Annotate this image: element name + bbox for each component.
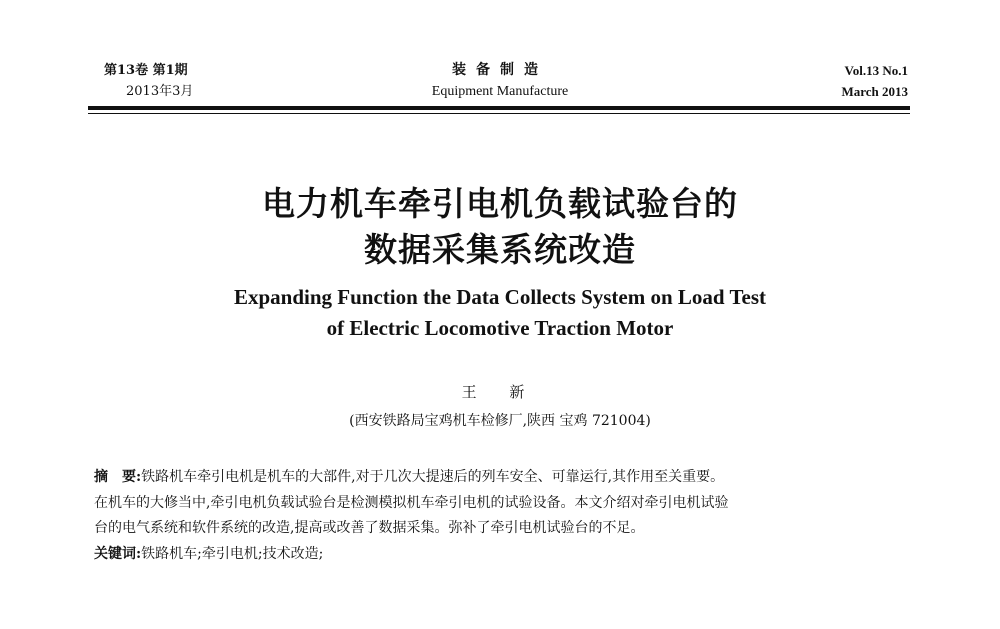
- abstract-line-3: 台的电气系统和软件系统的改造,提高或改善了数据采集。弥补了牵引电机试验台的不足。: [94, 520, 645, 536]
- title-en-line-1: Expanding Function the Data Collects System on Load Test: [233, 285, 767, 309]
- abstract-section: [94, 465, 906, 567]
- paper-title-en: [0, 282, 1000, 344]
- author-affiliation: (西安铁路局宝鸡机车检修厂,陕西 宝鸡 721004): [349, 413, 651, 429]
- journal-vol-en-block: [841, 60, 908, 102]
- keywords-label: 关键词:: [94, 545, 142, 562]
- title-en-line-2: of Electric Locomotive Traction Motor: [326, 316, 674, 340]
- paper-title-cn: [0, 181, 1000, 273]
- abstract-label: 摘 要:: [94, 469, 142, 485]
- issue-date-en: March 2013: [841, 84, 908, 99]
- issue-date-cn: 2013年3月: [126, 84, 194, 99]
- journal-name-cn: 装备制造: [452, 62, 548, 78]
- author-name: 王 新: [461, 383, 539, 401]
- volume-issue-en: Vol.13 No.1: [844, 63, 908, 78]
- abstract-line-1: [94, 465, 906, 491]
- header-rule-thin: [88, 113, 910, 114]
- abstract-text-1: 铁路机车牵引电机是机车的大部件,对于几次大提速后的列车安全、可靠运行,其作用至关重要。: [141, 469, 725, 485]
- header-rule-thick: [88, 106, 910, 110]
- title-cn-line-2: 数据采集系统改造: [364, 230, 636, 269]
- journal-name-en: Equipment Manufacture: [431, 84, 569, 99]
- volume-issue: 第13卷 第1期: [104, 63, 188, 78]
- title-cn-line-1: 电力机车牵引电机负载试验台的: [262, 184, 738, 223]
- keywords-text: 铁路机车;牵引电机;技术改造;: [141, 545, 324, 562]
- keywords-line: [94, 542, 906, 568]
- abstract-line-2: 在机车的大修当中,牵引电机负载试验台是检测模拟机车牵引电机的试验设备。本文介绍对牵引电机试验: [94, 494, 729, 511]
